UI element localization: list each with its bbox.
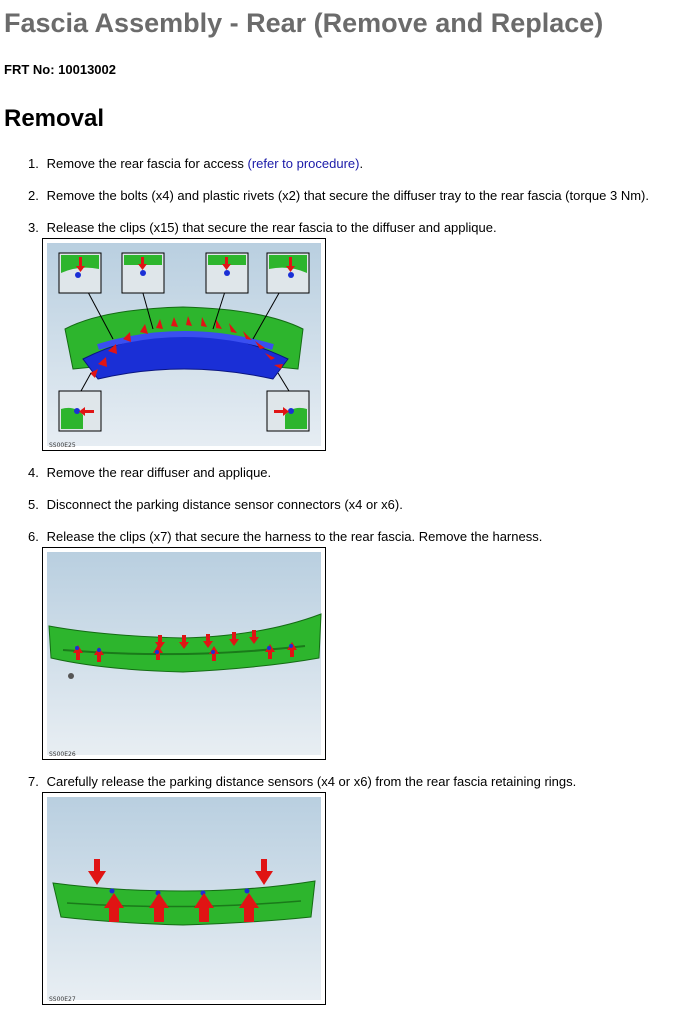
figure-parking-sensors <box>42 792 326 1005</box>
figure-id: SS00E26 <box>49 751 76 758</box>
step-7 <box>28 774 576 789</box>
frt-value: 10013002 <box>58 62 116 77</box>
harness-clips-illustration <box>43 548 325 759</box>
parking-sensors-illustration <box>43 793 325 1004</box>
figure-diffuser-clips <box>42 238 326 451</box>
step-1 <box>28 156 363 171</box>
step-number: 5. <box>28 497 39 512</box>
step-text: Remove the bolts (x4) and plastic rivets (x2) that secure the diffuser tray to the rear fascia (torque 3 Nm). <box>46 188 649 203</box>
step-text: Release the clips (x15) that secure the rear fascia to the diffuser and applique. <box>46 220 497 235</box>
step-4 <box>28 465 271 480</box>
step-text: Release the clips (x7) that secure the harness to the rear fascia. Remove the harness. <box>46 529 543 544</box>
step-2 <box>28 188 649 203</box>
step-number: 7. <box>28 774 39 789</box>
step-number: 3. <box>28 220 39 235</box>
page-title: Fascia Assembly - Rear (Remove and Replace) <box>4 8 604 38</box>
frt-number <box>4 62 116 77</box>
step-number: 4. <box>28 465 39 480</box>
step-6 <box>28 529 542 544</box>
frt-label: FRT No: <box>4 62 59 77</box>
step-3 <box>28 220 497 235</box>
step-text: Disconnect the parking distance sensor connectors (x4 or x6). <box>46 497 403 512</box>
figure-harness-clips <box>42 547 326 760</box>
step-text: Remove the rear diffuser and applique. <box>46 465 272 480</box>
section-title-removal: Removal <box>4 105 105 132</box>
step-5 <box>28 497 403 512</box>
step-number: 2. <box>28 188 39 203</box>
figure-id: SS00E25 <box>49 442 76 449</box>
step-suffix: . <box>359 156 364 171</box>
step-text: Carefully release the parking distance sensors (x4 or x6) from the rear fascia retaining rings. <box>46 774 577 789</box>
refer-to-procedure-link[interactable]: (refer to procedure) <box>247 156 360 171</box>
step-number: 1. <box>28 156 39 171</box>
step-number: 6. <box>28 529 39 544</box>
diffuser-clips-illustration <box>43 239 325 450</box>
figure-id: SS00E27 <box>49 996 76 1003</box>
step-text: Remove the rear fascia for access <box>46 156 248 171</box>
